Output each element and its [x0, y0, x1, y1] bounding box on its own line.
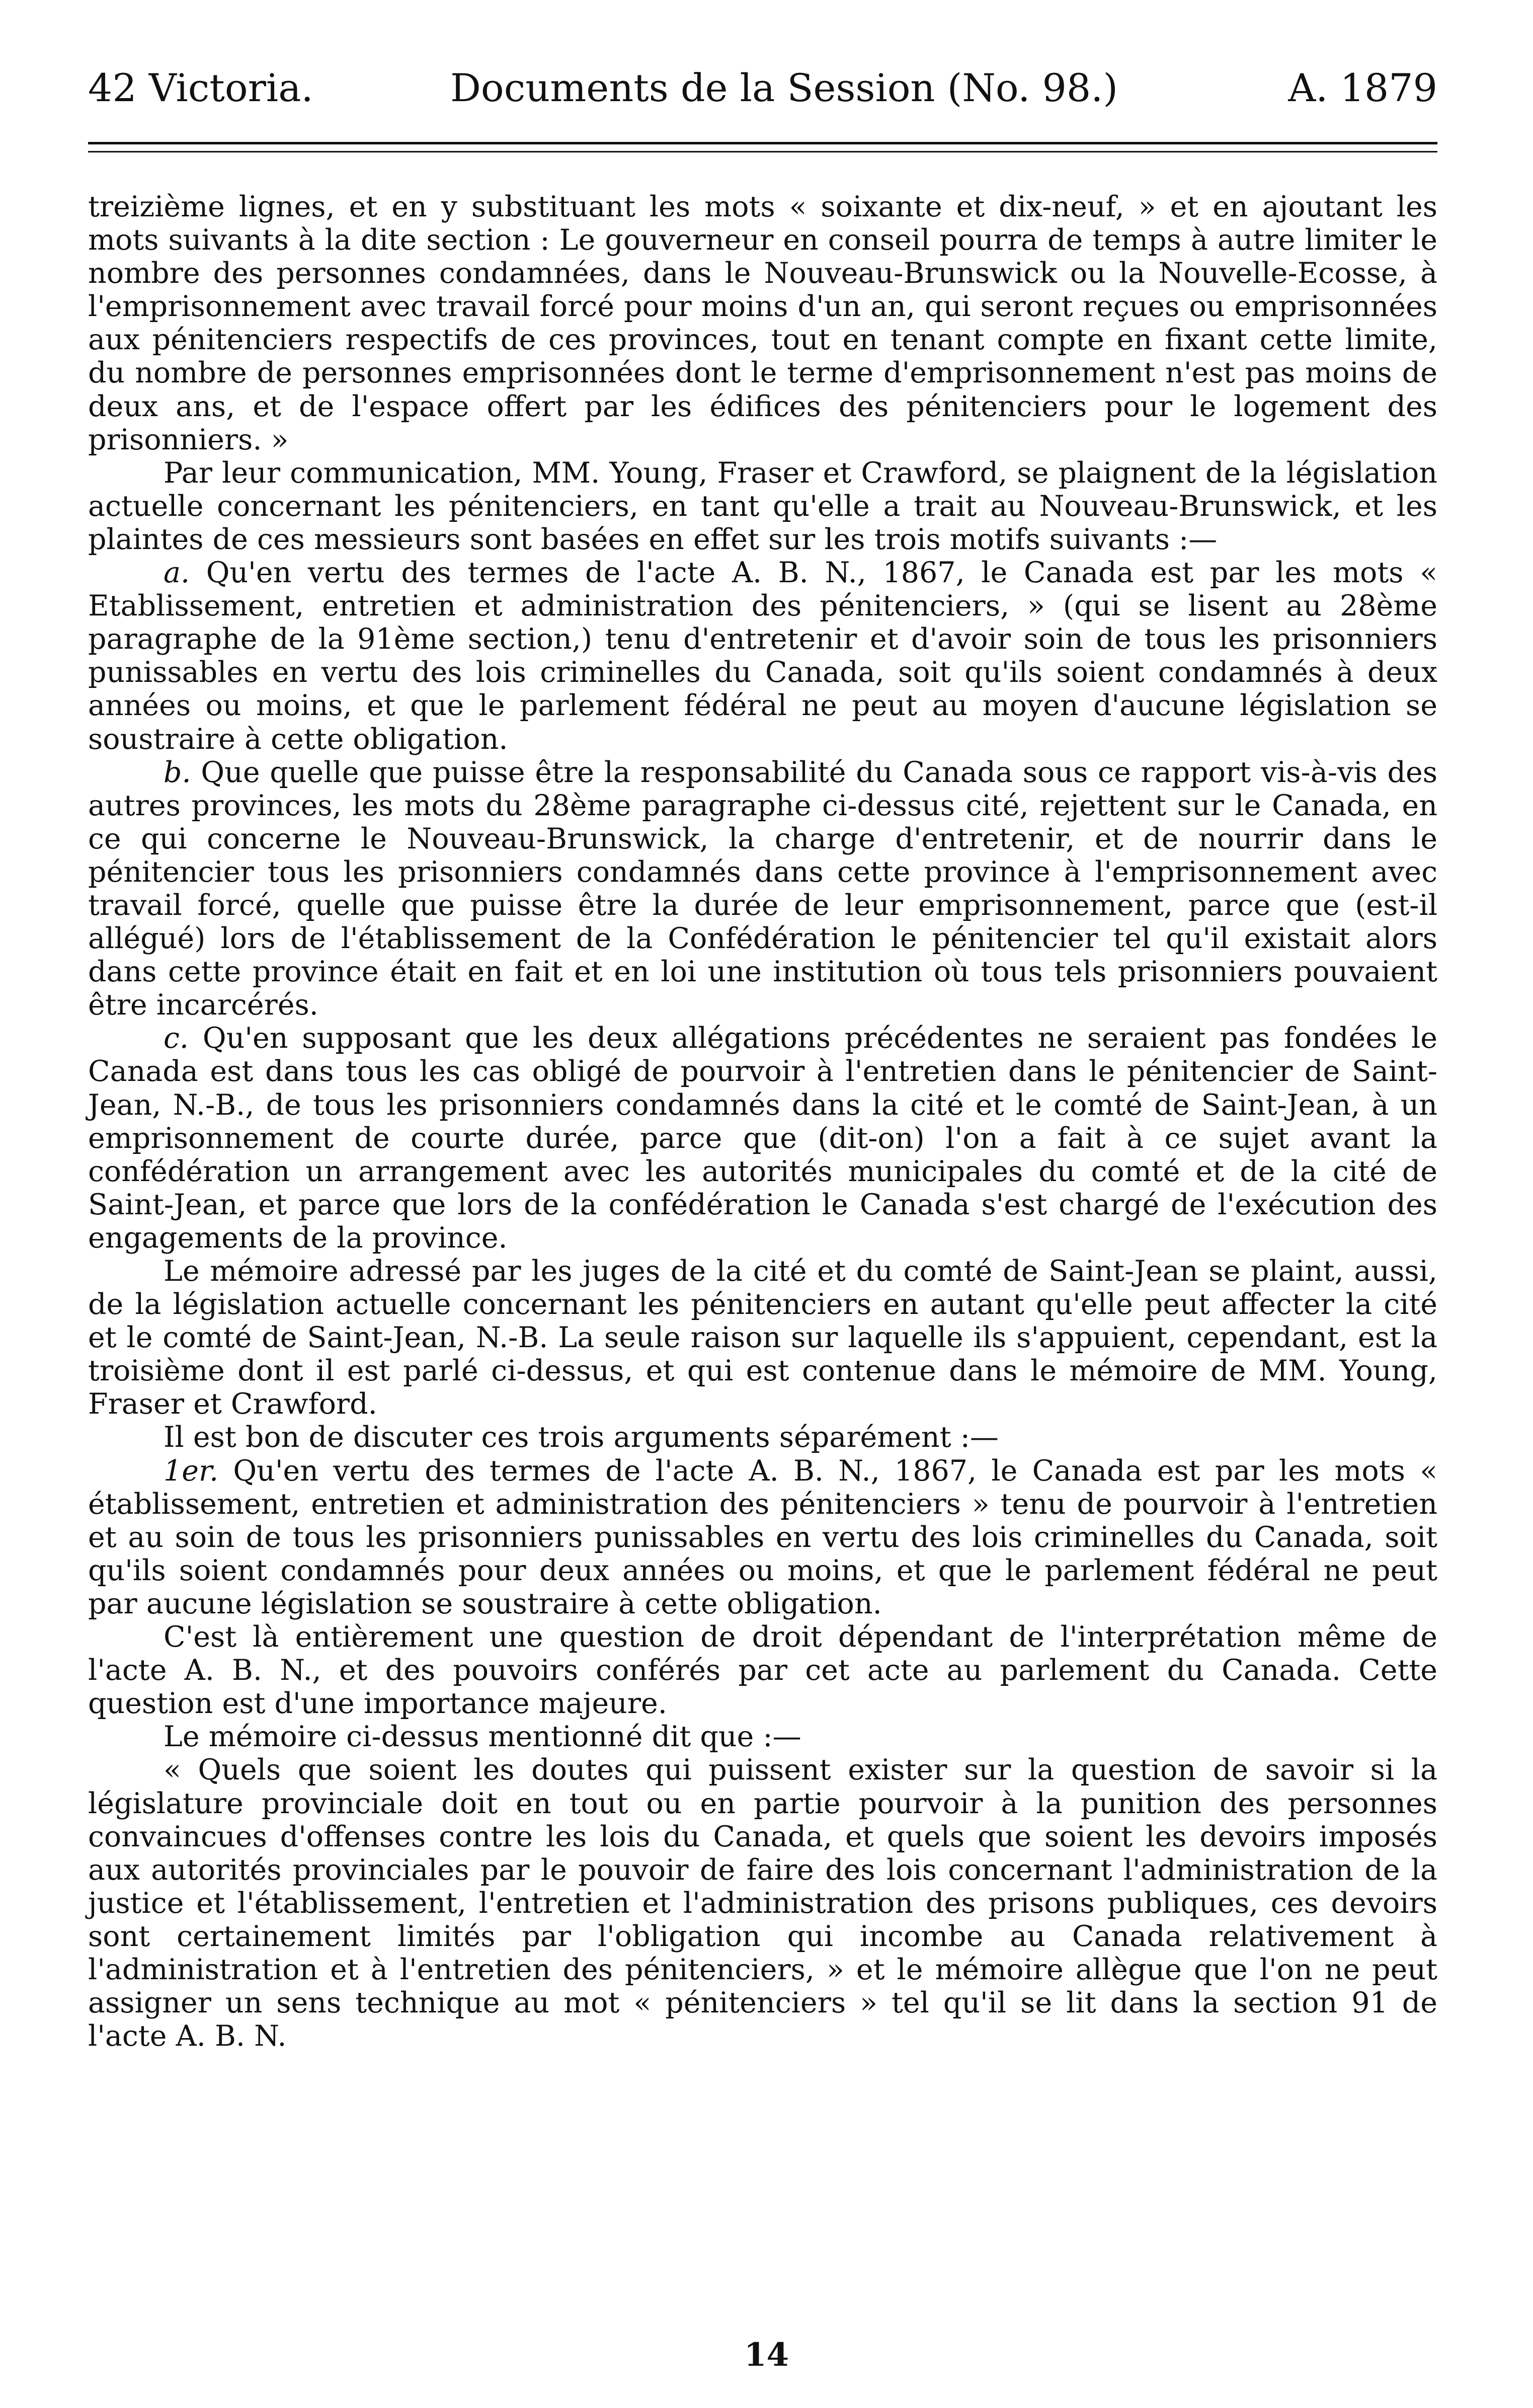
paragraph-text: Qu'en vertu des termes de l'acte A. B. N., 1867, le Canada est par les mots « établissement, entretien et administration des pénitenciers » tenu de pourvoir à l'entretien et au soin de tous les prisonniers punissables en vertu des lois criminelles du Canada, soit qu'ils soient condamnés pour deux années ou moins, et que le parlement fédéral ne peut par aucune législation se soustraire à cette obligation.: [88, 1454, 1437, 1620]
paragraph-3: [88, 556, 1437, 756]
paragraph-text: Le mémoire ci-dessus mentionné dit que :—: [164, 1720, 801, 1754]
paragraph-1: [88, 190, 1437, 456]
header-rule-thick: [88, 142, 1437, 144]
paragraph-text: C'est là entièrement une question de droit dépendant de l'interprétation même de l'acte A. B. N., et des pouvoirs conférés par cet acte au parlement du Canada. Cette question est d'une importance majeure.: [88, 1620, 1437, 1721]
paragraph-11: [88, 1753, 1437, 2053]
paragraph-text: Par leur communication, MM. Young, Fraser et Crawford, se plaignent de la législation actuelle concernant les pénitenciers, en tant qu'elle a trait au Nouveau-Brunswick, et les plaintes de ces messieurs sont basées en effet sur les trois motifs suivants :—: [88, 456, 1437, 556]
list-marker: c.: [164, 1022, 189, 1055]
body-text: [88, 190, 1437, 2053]
paragraph-6: [88, 1255, 1437, 1421]
header-right: A. 1879: [1288, 65, 1437, 110]
header-center: Documents de la Session (No. 98.): [450, 65, 1118, 110]
header-left: 42 Victoria.: [88, 65, 313, 110]
paragraph-text: Qu'en vertu des termes de l'acte A. B. N., 1867, le Canada est par les mots « Etablissement, entretien et administration des pénitenciers, » (qui se lisent au 28ème paragraphe de la 91ème section,) tenu d'entretenir et d'avoir soin de tous les prisonniers punissables en vertu des lois criminelles du Canada, soit qu'ils soient condamnés à deux années ou moins, et que le parlement fédéral ne peut au moyen d'aucune législation se soustraire à cette obligation.: [88, 556, 1437, 756]
running-head: [88, 60, 1437, 116]
list-marker: a.: [164, 556, 190, 590]
paragraph-text: treizième lignes, et en y substituant les mots « soixante et dix-neuf, » et en ajoutant les mots suivants à la dite section : Le gouverneur en conseil pourra de temps à autre limiter le nombre des personnes condamnées, dans le Nouveau-Brunswick ou la Nouvelle-Ecosse, à l'emprisonnement avec travail forcé pour moins d'un an, qui seront reçues ou emprisonnées aux pénitenciers respectifs de ces provinces, tout en tenant compte en fixant cette limite, du nombre de personnes emprisonnées dont le terme d'emprisonnement n'est pas moins de deux ans, et de l'espace offert par les édifices des pénitenciers pour le logement des prisonniers. »: [88, 190, 1437, 456]
paragraph-text: Qu'en supposant que les deux allégations précédentes ne seraient pas fondées le Canada est dans tous les cas obligé de pourvoir à l'entretien dans le pénitencier de Saint-Jean, N.-B., de tous les prisonniers condamnés dans la cité et le comté de Saint-Jean, à un emprisonnement de courte durée, parce que (dit-on) l'on a fait à ce sujet avant la confédération un arrangement avec les autorités municipales du comté et de la cité de Saint-Jean, et parce que lors de la confédération le Canada s'est chargé de l'exécution des engagements de la province.: [88, 1022, 1438, 1255]
paragraph-2: [88, 456, 1437, 556]
paragraph-9: [88, 1620, 1437, 1720]
paragraph-7: [88, 1421, 1437, 1454]
header-rule-thin: [88, 151, 1437, 152]
paragraph-8: [88, 1454, 1437, 1620]
paragraph-5: [88, 1022, 1437, 1255]
list-marker: 1er.: [164, 1454, 219, 1488]
paragraph-4: [88, 756, 1437, 1022]
paragraph-text: Le mémoire adressé par les juges de la cité et du comté de Saint-Jean se plaint, aussi, de la législation actuelle concernant les pénitenciers en autant qu'elle peut affecter la cité et le comté de Saint-Jean, N.-B. La seule raison sur laquelle ils s'appuient, cependant, est la troisième dont il est parlé ci-dessus, et qui est contenue dans le mémoire de MM. Young, Fraser et Crawford.: [88, 1255, 1437, 1421]
paragraph-text: Que quelle que puisse être la responsabilité du Canada sous ce rapport vis-à-vis des autres provinces, les mots du 28ème paragraphe ci-dessus cité, rejettent sur le Canada, en ce qui concerne le Nouveau-Brunswick, la charge d'entretenir, et de nourrir dans le pénitencier tous les prisonniers condamnés dans cette province à l'emprisonnement avec travail forcé, quelle que puisse être la durée de leur emprisonnement, parce que (est-il allégué) lors de l'établissement de la Confédération le pénitencier tel qu'il existait alors dans cette province était en fait et en loi une institution où tous tels prisonniers pouvaient être incarcérés.: [88, 755, 1437, 1022]
paragraph-text: « Quels que soient les doutes qui puissent exister sur la question de savoir si la législature provinciale doit en tout ou en partie pourvoir à la punition des personnes convaincues d'offenses contre les lois du Canada, et quels que soient les devoirs imposés aux autorités provinciales par le pouvoir de faire des lois concernant l'administration de la justice et l'établissement, l'entretien et l'administration des prisons publiques, ces devoirs sont certainement limités par l'obligation qui incombe au Canada relativement à l'administration et à l'entretien des pénitenciers, » et le mémoire allègue que l'on ne peut assigner un sens technique au mot « pénitenciers » tel qu'il se lit dans la section 91 de l'acte A. B. N.: [88, 1753, 1437, 2053]
paragraph-10: [88, 1720, 1437, 1753]
paragraph-text: Il est bon de discuter ces trois arguments séparément :—: [164, 1421, 999, 1454]
page-number: 14: [744, 2336, 789, 2374]
list-marker: b.: [164, 755, 191, 789]
